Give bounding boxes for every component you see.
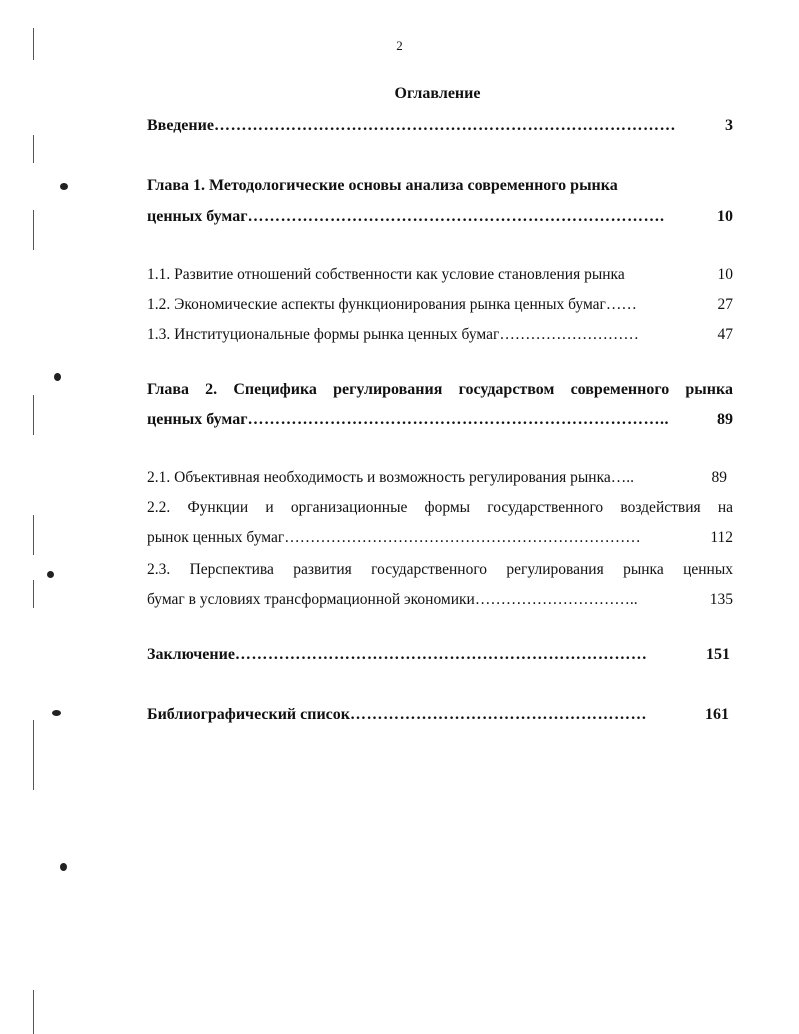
scan-margin-line [33, 720, 34, 790]
toc-entry-label: 1.3. Институциональные формы рынка ценных бумаг [147, 326, 500, 343]
toc-page-number: 89 [717, 411, 733, 428]
toc-page-number: 10 [717, 208, 733, 225]
toc-entry-label: 2.2. Функции и организационные формы государственного воздействия на [147, 499, 733, 516]
toc-section-2-2[interactable] [147, 499, 733, 517]
toc-chapter-1-cont[interactable] [147, 208, 733, 226]
toc-leader: ………………………………………………………………………… [213, 117, 676, 134]
toc-section-2-2-cont[interactable] [147, 529, 733, 547]
toc-entry-label: ценных бумаг [147, 411, 248, 428]
punch-hole-mark [60, 863, 67, 871]
toc-entry-label: Заключение [147, 646, 235, 663]
toc-page-number: 10 [717, 266, 733, 283]
toc-entry-label: рынок ценных бумаг [147, 529, 285, 546]
toc-chapter-2-line1: Глава 2. Специфика регулирования государством современного рынка [147, 381, 733, 398]
toc-page-number: 151 [706, 646, 730, 663]
toc-page-number: 135 [709, 591, 733, 608]
scan-margin-line [33, 135, 34, 163]
toc-title: Оглавление [394, 85, 481, 102]
toc-leader: ……………………… [499, 326, 639, 343]
toc-section-2-3[interactable] [147, 561, 733, 579]
toc-chapter-1-title[interactable] [147, 177, 733, 195]
punch-hole-mark [54, 373, 61, 381]
toc-section-2-3-cont[interactable] [147, 591, 733, 609]
toc-entry-label: 1.2. Экономические аспекты функционирования рынка ценных бумаг [147, 296, 606, 313]
toc-entry-label: ценных бумаг [147, 208, 248, 225]
toc-page-number: 3 [725, 117, 733, 134]
toc-leader: …………………………………………………………… [284, 529, 641, 546]
scan-margin-line [33, 580, 34, 608]
toc-entry-label: бумаг в условиях трансформационной экономики [147, 591, 475, 608]
toc-page-number: 27 [717, 296, 733, 313]
scan-margin-line [33, 395, 34, 435]
toc-entry-label: 1.1. Развитие отношений собственности как условие становления рынка [147, 266, 625, 283]
toc-entry-label: Библиографический список [147, 706, 350, 723]
toc-page-number: 112 [710, 529, 733, 546]
toc-section-1-3[interactable] [147, 326, 733, 344]
toc-chapter-1-line1: Глава 1. Методологические основы анализа современного рынка [147, 177, 618, 194]
toc-leader: ….. [610, 469, 635, 486]
toc-section-2-1[interactable] [147, 469, 727, 487]
punch-hole-mark [60, 183, 68, 190]
toc-leader: …… [605, 296, 637, 313]
toc-page-number: 47 [717, 326, 733, 343]
page-number: 2 [396, 38, 403, 53]
toc-leader: ………………………………………………………………… [234, 646, 648, 663]
toc-section-1-2[interactable] [147, 296, 733, 314]
toc-leader: …………………………………………………………………. [247, 208, 665, 225]
toc-entry-label: 2.3. Перспектива развития государственного регулирования рынка ценных [147, 561, 733, 578]
toc-entry-label: 2.1. Объективная необходимость и возможность регулирования рынка [147, 469, 611, 486]
scan-margin-line [33, 515, 34, 555]
toc-leader: ……………………………………………… [349, 706, 647, 723]
toc-page-number: 89 [711, 469, 727, 486]
punch-hole-mark [47, 571, 54, 578]
toc-chapter-2-title[interactable] [147, 381, 733, 399]
toc-leader: ………………………….. [474, 591, 638, 608]
toc-section-1-1[interactable] [147, 266, 733, 284]
toc-chapter-2-cont[interactable] [147, 411, 733, 429]
punch-hole-mark [52, 710, 61, 716]
toc-entry-conclusion[interactable] [147, 646, 730, 664]
toc-entry-intro[interactable] [147, 117, 733, 135]
scan-margin-line [33, 990, 34, 1034]
toc-entry-bibliography[interactable] [147, 706, 729, 724]
scan-margin-line [33, 210, 34, 250]
toc-page-number: 161 [705, 706, 729, 723]
toc-leader: ………………………………………………………………….. [247, 411, 669, 428]
toc-entry-label: Введение [147, 117, 214, 134]
